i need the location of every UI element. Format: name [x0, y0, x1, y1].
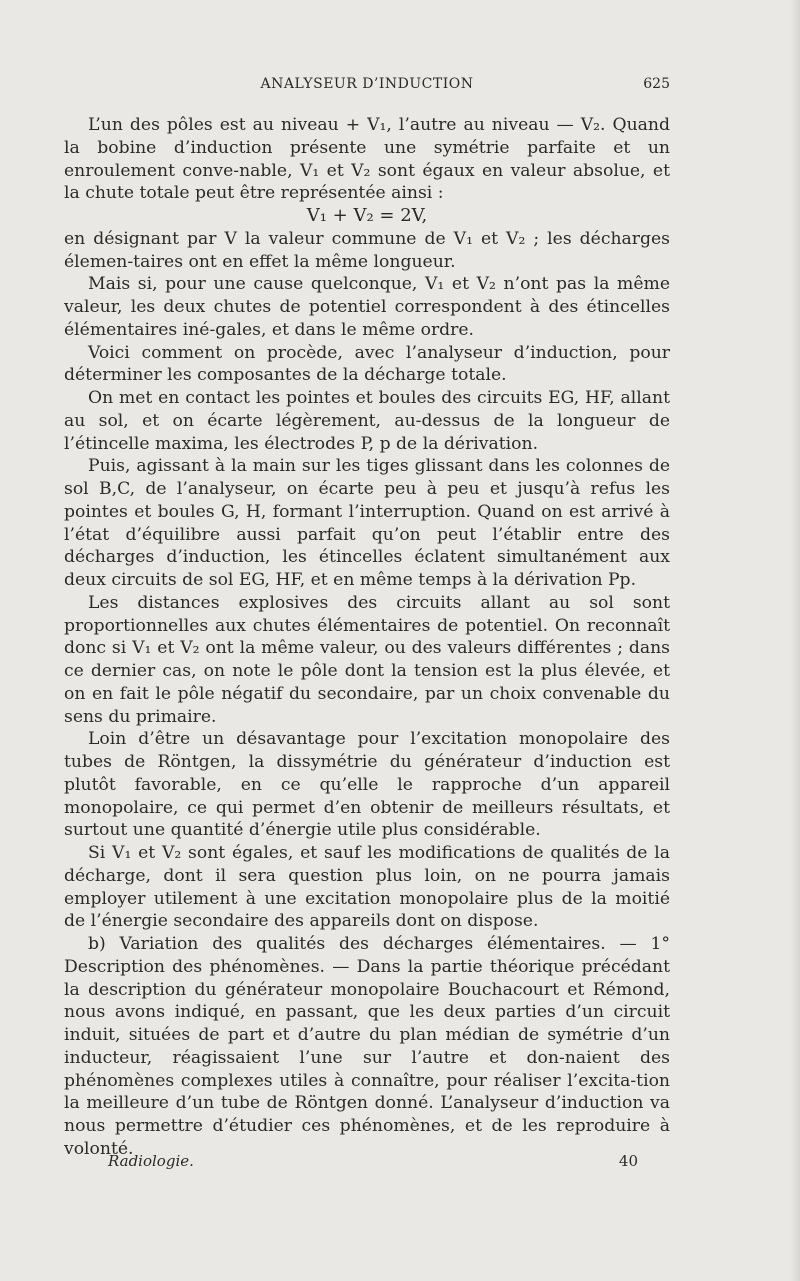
paragraph-8: Loin d’être un désavantage pour l’excitation monopolaire des tubes de Röntgen, la dissymétrie du générateur d’induction est plutôt favorable, en ce qu’elle le rapproche d’un appareil monopolaire, ce qui permet d’en obtenir de meilleurs résultats, et surtout une quantité d’énergie utile plus considérable.	[64, 729, 670, 841]
page-header	[64, 76, 670, 96]
paragraph-9: Si V₁ et V₂ sont égales, et sauf les modifications de qualités de la décharge, dont il sera question plus loin, on ne pourra jamais employer utilement à une excitation monopolaire plus de la moitié de l’énergie secondaire des appareils dont on dispose.	[64, 843, 670, 932]
page-footer	[108, 1152, 648, 1172]
running-title: ANALYSEUR D’INDUCTION	[260, 76, 474, 92]
equation: V₁ + V₂ = 2V,	[306, 205, 428, 226]
signature-mark: Radiologie.	[108, 1152, 194, 1170]
body-text	[64, 114, 670, 1161]
signature-number: 40	[618, 1152, 638, 1170]
paragraph-6: Puis, agissant à la main sur les tiges glissant dans les colonnes de sol B,C, de l’analyseur, on écarte peu à peu et jusqu’à refus les pointes et boules G, H, formant l’interruption. Quand on est arrivé à l’état d’équilibre aussi parfait qu’on peut l’établir entre des décharges d’induction, les étincelles éclatent simultanément aux deux circuits de sol EG, HF, et en même temps à la dérivation Pp.	[64, 456, 670, 590]
paragraph-2: en désignant par V la valeur commune de V₁ et V₂ ; les décharges élemen-taires ont en effet la même longueur.	[64, 228, 670, 272]
paragraph-7: Les distances explosives des circuits allant au sol sont proportionnelles aux chutes élémentaires de potentiel. On reconnaît donc si V₁ et V₂ ont la même valeur, ou des valeurs différentes ; dans ce dernier cas, on note le pôle dont la tension est la plus élevée, et on en fait le pôle négatif du secondaire, par un choix convenable du sens du primaire.	[64, 592, 670, 727]
paragraph-4: Voici comment on procède, avec l’analyseur d’induction, pour déterminer les composantes de la décharge totale.	[64, 342, 670, 386]
page-edge-shadow	[790, 0, 800, 1281]
page-number: 625	[643, 76, 670, 92]
paragraph-1: L’un des pôles est au niveau + V₁, l’autre au niveau — V₂. Quand la bobine d’induction présente une symétrie parfaite et un enroulement conve-nable, V₁ et V₂ sont égaux en valeur absolue, et la chute totale peut être représentée ainsi :	[64, 115, 670, 204]
paragraph-5: On met en contact les pointes et boules des circuits EG, HF, allant au sol, et on écarte légèrement, au-dessus de la longueur de l’étincelle maxima, les électrodes P, p de la dérivation.	[64, 388, 670, 454]
paragraph-3: Mais si, pour une cause quelconque, V₁ et V₂ n’ont pas la même valeur, les deux chutes de potentiel correspondent à des étincelles élémentaires iné-gales, et dans le même ordre.	[64, 274, 670, 340]
paragraph-10: b) Variation des qualités des décharges élémentaires. — 1° Description des phénomènes. — Dans la partie théorique précédant la description du générateur monopolaire Bouchacourt et Rémond, nous avons indiqué, en passant, que les deux parties d’un circuit induit, situées de part et d’autre du plan médian de symétrie d’un inducteur, réagissaient l’une sur l’autre et don-naient des phénomènes complexes utiles à connaître, pour réaliser l’excita-tion la meilleure d’un tube de Röntgen donné. L’analyseur d’induction va nous permettre d’étudier ces phénomènes, et de les reproduire à volonté.	[64, 934, 670, 1159]
